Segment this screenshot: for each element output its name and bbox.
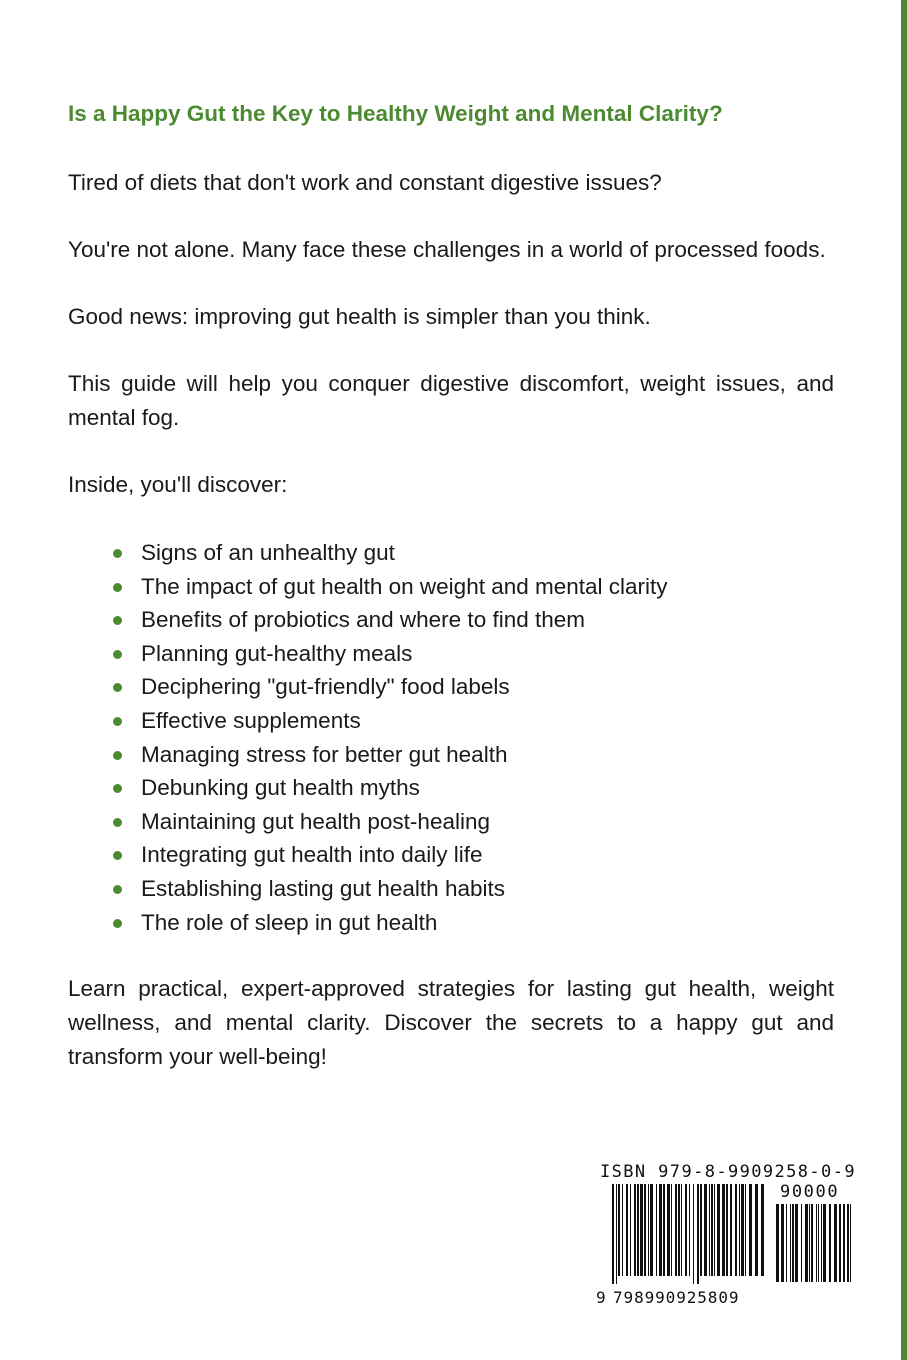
addon-barcode-bars [776,1204,852,1290]
barcode-bar [622,1184,623,1276]
list-item [68,872,668,906]
list-item [68,771,668,805]
spine-stripe [901,0,907,1360]
barcode-bar [823,1204,826,1282]
list-item [68,704,668,738]
barcode-bar [650,1184,653,1276]
not-alone-paragraph: You're not alone. Many face these challenges in a world of processed foods. [68,237,826,262]
good-news-paragraph: Good news: improving gut health is simpler than you think. [68,304,651,329]
barcode-bar [755,1184,758,1276]
list-item [68,906,668,940]
list-item-label: Deciphering "gut-friendly" food labels [141,674,510,700]
bullet-icon [113,717,122,726]
barcode-bar [689,1184,690,1276]
barcode-bar [640,1184,643,1276]
barcode-bar [834,1204,837,1282]
back-cover-text [68,96,834,1069]
list-item [68,603,668,637]
inside-paragraph: Inside, you'll discover: [68,472,288,497]
list-item-label: Establishing lasting gut health habits [141,875,505,901]
bullet-icon [113,751,122,760]
barcode-bar [811,1204,813,1282]
barcode-bar [843,1204,845,1282]
barcode-bar [671,1184,672,1276]
barcode-bar [681,1184,682,1276]
list-item-label: Debunking gut health myths [141,775,420,801]
list-item-label: Integrating gut health into daily life [141,842,483,868]
barcode-bar [637,1184,639,1276]
barcode-bar [685,1184,687,1276]
intro-question: Tired of diets that don't work and constant digestive issues? [68,170,662,195]
barcode-bar [801,1204,802,1282]
barcode-bar [697,1184,699,1284]
bullet-icon [113,650,122,659]
barcode-bar [726,1184,728,1276]
barcode-bar [741,1184,744,1276]
barcode-bar [678,1184,680,1276]
barcode-bars [612,1184,764,1284]
bullet-icon [113,616,122,625]
list-item-label: Signs of an unhealthy gut [141,540,395,565]
barcode-bar [745,1184,746,1276]
barcode-bar [816,1204,817,1282]
list-item-label: The impact of gut health on weight and mental clarity [141,573,668,599]
headline: Is a Happy Gut the Key to Healthy Weight and Mental Clarity? [68,101,723,126]
barcode-bar [847,1204,849,1282]
guide-paragraph: This guide will help you conquer digestive discomfort, weight issues, and mental fog. [68,371,834,430]
list-item [68,570,668,604]
list-item [68,838,668,872]
feature-list [68,536,668,939]
barcode-bar [821,1204,822,1282]
barcode-bar [618,1184,620,1276]
closing-paragraph: Learn practical, expert-approved strategies for lasting gut health, weight wellness, and mental clarity. Discover the secrets to a happy gut and transform your well-being! [68,976,834,1069]
list-item-label: The role of sleep in gut health [141,909,438,935]
barcode-bar [795,1204,798,1282]
barcode-bar [663,1184,665,1276]
barcode-bar [616,1184,617,1284]
list-item [68,805,668,839]
list-item [68,637,668,671]
bullet-icon [113,683,122,692]
barcode-bar [659,1184,662,1276]
barcode-bar [656,1184,657,1276]
barcode-bar [786,1204,787,1282]
list-item [68,670,668,704]
list-item-label: Effective supplements [141,707,361,733]
barcode-bar [776,1204,779,1282]
barcode-bar [711,1184,713,1276]
bullet-icon [113,818,122,827]
barcode-bar [790,1204,791,1282]
barcode-bar [667,1184,670,1276]
bullet-icon [113,784,122,793]
barcode-bar [630,1184,631,1276]
bullet-icon [113,851,122,860]
barcode-bar [730,1184,732,1276]
barcode-bar [626,1184,628,1276]
list-item [68,536,668,570]
barcode-digit-run: 798990925809 [613,1288,740,1307]
barcode-first-digit: 9 [596,1288,606,1307]
barcode-bar [648,1184,649,1276]
barcode-bar [829,1204,831,1282]
barcode-bar [693,1184,694,1284]
barcode-bar [704,1184,707,1276]
list-item-label: Benefits of probiotics and where to find them [141,607,586,633]
barcode-bar [675,1184,677,1276]
barcode-bar [749,1184,752,1276]
price-addon-label: 90000 [780,1182,840,1202]
list-item-label: Managing stress for better gut health [141,741,508,767]
barcode-bar [700,1184,702,1276]
list-item-label: Planning gut-healthy meals [141,640,413,666]
barcode-bar [805,1204,808,1282]
barcode-bar [714,1184,715,1276]
barcode-bar [850,1204,851,1282]
barcode-bar [634,1184,636,1276]
bullet-icon [113,919,122,928]
barcode-bar [709,1184,710,1276]
barcode-bar [735,1184,737,1276]
barcode-bar [818,1204,819,1282]
barcode-bar [739,1184,740,1276]
barcode-bar [644,1184,646,1276]
barcode-bar [761,1184,764,1276]
barcode-digits [596,1288,739,1307]
isbn-barcode [596,1160,856,1310]
barcode-bar [612,1184,614,1284]
list-item-label: Maintaining gut health post-healing [141,808,490,834]
barcode-bar [722,1184,725,1276]
barcode-bar [781,1204,784,1282]
bullet-icon [113,583,122,592]
barcode-bar [839,1204,841,1282]
barcode-bar [717,1184,720,1276]
bullet-icon [113,885,122,894]
bullet-icon [113,549,122,558]
list-item [68,738,668,772]
isbn-label: ISBN 979-8-9909258-0-9 [600,1162,856,1182]
barcode-bar [792,1204,794,1282]
barcode-bar [809,1204,810,1282]
